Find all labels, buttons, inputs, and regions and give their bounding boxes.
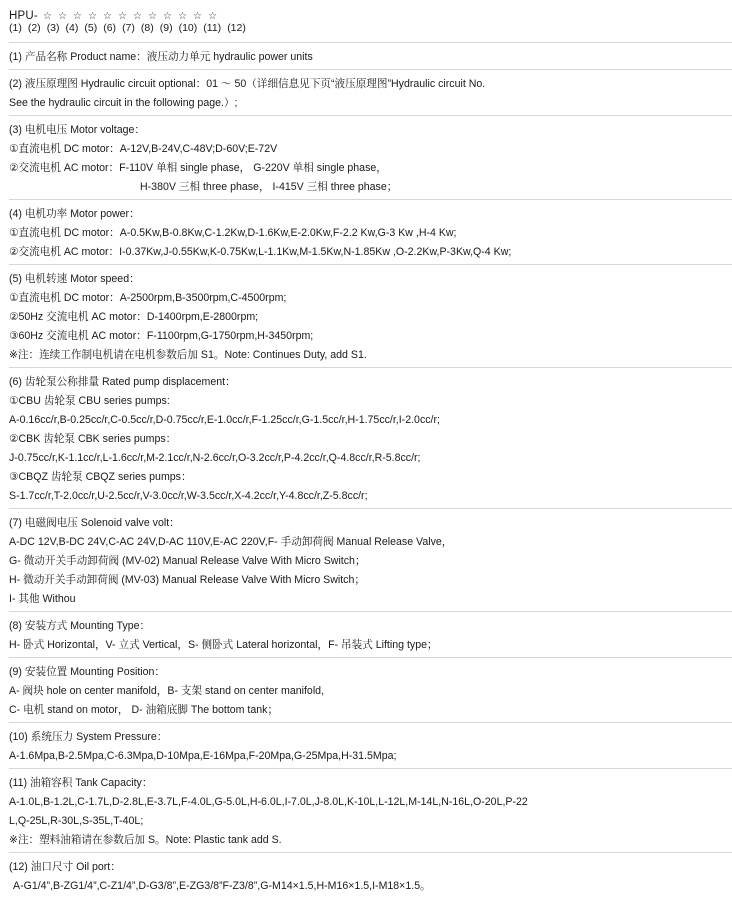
- code-number: (8): [140, 22, 154, 34]
- section-line: A-G1/4”,B-ZG1/4”,C-Z1/4”,D-G3/8”,E-ZG3/8”F-Z3/8”,G-M14×1.5,H-M16×1.5,I-M18×1.5。: [13, 880, 431, 892]
- section-line: I- 其他 Withou: [9, 593, 76, 605]
- section-line: ①直流电机 DC motor：A-2500rpm,B-3500rpm,C-4500rpm;: [9, 292, 287, 304]
- section-line: A-DC 12V,B-DC 24V,C-AC 24V,D-AC 110V,E-AC 220V,F- 手动卸荷阀 Manual Release Valve，: [9, 536, 453, 548]
- section-solenoid-valve: [9, 508, 732, 611]
- section-motor-voltage: [9, 115, 732, 199]
- section-line: S-1.7cc/r,T-2.0cc/r,U-2.5cc/r,V-3.0cc/r,W-3.5cc/r,X-4.2cc/r,Y-4.8cc/r,Z-5.8cc/r;: [9, 490, 368, 502]
- section-hydraulic-circuit: [9, 69, 732, 115]
- section-line: ③60Hz 交流电机 AC motor：F-1100rpm,G-1750rpm,H-3450rpm;: [9, 330, 314, 342]
- section-heading: (2) 液压原理图 Hydraulic circuit optional：01 ～ 50（详细信息见下页“液压原理图”Hydraulic circuit No.: [9, 78, 486, 90]
- section-line: H- 微动开关手动卸荷阀 (MV-03) Manual Release Valve With Micro Switch；: [9, 574, 365, 586]
- code-number: (2): [27, 22, 41, 34]
- star-icon: ☆: [72, 11, 82, 22]
- section-heading: (9) 安装位置 Mounting Position：: [9, 666, 166, 678]
- section-mounting-type: [9, 611, 732, 657]
- section-note: ※注：塑料油箱请在参数后加 S。Note: Plastic tank add S.: [9, 834, 282, 846]
- section-heading: (8) 安装方式 Mounting Type：: [9, 620, 151, 632]
- section-line: C- 电机 stand on motor， D- 油箱底脚 The bottom tank；: [9, 704, 279, 716]
- section-mounting-position: [9, 657, 732, 722]
- code-number: (6): [103, 22, 117, 34]
- section-line: ②CBK 齿轮泵 CBK series pumps：: [9, 433, 177, 445]
- code-number: (5): [84, 22, 98, 34]
- section-line: ①直流电机 DC motor：A-0.5Kw,B-0.8Kw,C-1.2Kw,D-1.6Kw,E-2.0Kw,F-2.2 Kw,G-3 Kw ,H-4 Kw;: [9, 227, 457, 239]
- section-note: ※注：连续工作制电机请在电机参数后加 S1。Note: Continues Duty, add S1.: [9, 349, 367, 361]
- section-heading: (10) 系统压力 System Pressure：: [9, 731, 168, 743]
- section-heading: (5) 电机转速 Motor speed：: [9, 273, 140, 285]
- section-line: ②50Hz 交流电机 AC motor：D-1400rpm,E-2800rpm;: [9, 311, 259, 323]
- star-icon: ☆: [87, 11, 97, 22]
- model-code: [9, 6, 732, 22]
- section-line: A-1.0L,B-1.2L,C-1.7L,D-2.8L,E-3.7L,F-4.0L,G-5.0L,H-6.0L,I-7.0L,J-8.0L,K-10L,L-12L,M-14L,N-16L,O-20L,P-22: [9, 796, 528, 808]
- code-number: (3): [46, 22, 60, 34]
- code-number: (12): [227, 22, 246, 34]
- model-code-numbers: [9, 22, 732, 36]
- section-motor-power: [9, 199, 732, 264]
- code-number: (10): [178, 22, 198, 34]
- star-icon: ☆: [117, 11, 127, 22]
- section-line: L,Q-25L,R-30L,S-35L,T-40L;: [9, 815, 144, 827]
- section-pump-displacement: [9, 367, 732, 508]
- star-icon: ☆: [147, 11, 157, 22]
- section-line: ③CBQZ 齿轮泵 CBQZ series pumps：: [9, 471, 192, 483]
- code-number: (9): [159, 22, 173, 34]
- section-tank-capacity: [9, 768, 732, 852]
- section-product-name: [9, 42, 732, 69]
- code-number: (1): [9, 22, 22, 34]
- section-motor-speed: [9, 264, 732, 367]
- section-heading: (3) 电机电压 Motor voltage：: [9, 124, 145, 136]
- section-line: J-0.75cc/r,K-1.1cc/r,L-1.6cc/r,M-2.1cc/r,N-2.6cc/r,O-3.2cc/r,P-4.2cc/r,Q-4.8cc/r,R-5.8cc/r;: [9, 452, 421, 464]
- section-line: ①直流电机 DC motor：A-12V,B-24V,C-48V;D-60V;E-72V: [9, 143, 278, 155]
- section-line: See the hydraulic circuit in the following page.）;: [9, 97, 238, 109]
- section-heading: (1) 产品名称 Product name：液压动力单元 hydraulic power units: [9, 51, 313, 63]
- section-line: G- 微动开关手动卸荷阀 (MV-02) Manual Release Valve With Micro Switch；: [9, 555, 366, 567]
- section-line: A- 阀块 hole on center manifold，B- 支架 stand on center manifold,: [9, 685, 325, 697]
- code-number: (11): [203, 22, 222, 34]
- star-icon: ☆: [42, 11, 52, 22]
- section-heading: (12) 油口尺寸 Oil port：: [9, 861, 121, 873]
- star-icon: ☆: [102, 11, 112, 22]
- section-line: H-380V 三相 three phase， I-415V 三相 three phase；: [140, 181, 398, 193]
- section-heading: (7) 电磁阀电压 Solenoid valve volt：: [9, 517, 180, 529]
- section-line: A-1.6Mpa,B-2.5Mpa,C-6.3Mpa,D-10Mpa,E-16Mpa,F-20Mpa,G-25Mpa,H-31.5Mpa;: [9, 750, 397, 762]
- section-line: A-0.16cc/r,B-0.25cc/r,C-0.5cc/r,D-0.75cc/r,E-1.0cc/r,F-1.25cc/r,G-1.5cc/r,H-1.75cc/r,I-2.0cc/r;: [9, 414, 440, 426]
- code-number: (7): [122, 22, 135, 34]
- section-heading: (4) 电机功率 Motor power：: [9, 208, 140, 220]
- star-icon: ☆: [132, 11, 142, 22]
- code-number: (4): [65, 22, 79, 34]
- star-icon: ☆: [192, 11, 202, 22]
- model-prefix: HPU-: [9, 10, 38, 22]
- section-system-pressure: [9, 722, 732, 768]
- section-oil-port: [9, 852, 732, 898]
- section-line: ②交流电机 AC motor：I-0.37Kw,J-0.55Kw,K-0.75Kw,L-1.1Kw,M-1.5Kw,N-1.85Kw ,O-2.2Kw,P-3Kw,Q-4 Kw;: [9, 246, 512, 258]
- section-line: ②交流电机 AC motor：F-110V 单相 single phase， G-220V 单相 single phase，: [9, 162, 387, 174]
- section-heading: (11) 油箱容积 Tank Capacity：: [9, 777, 153, 789]
- star-icon: ☆: [207, 11, 217, 22]
- section-line: H- 卧式 Horizontal，V- 立式 Vertical，S- 侧卧式 Lateral horizontal，F- 吊装式 Lifting type；: [9, 639, 438, 651]
- star-icon: ☆: [162, 11, 172, 22]
- star-icon: ☆: [177, 11, 187, 22]
- section-line: ①CBU 齿轮泵 CBU series pumps:: [9, 395, 170, 407]
- star-icon: ☆: [57, 11, 67, 22]
- section-heading: (6) 齿轮泵公称排量 Rated pump displacement：: [9, 376, 236, 388]
